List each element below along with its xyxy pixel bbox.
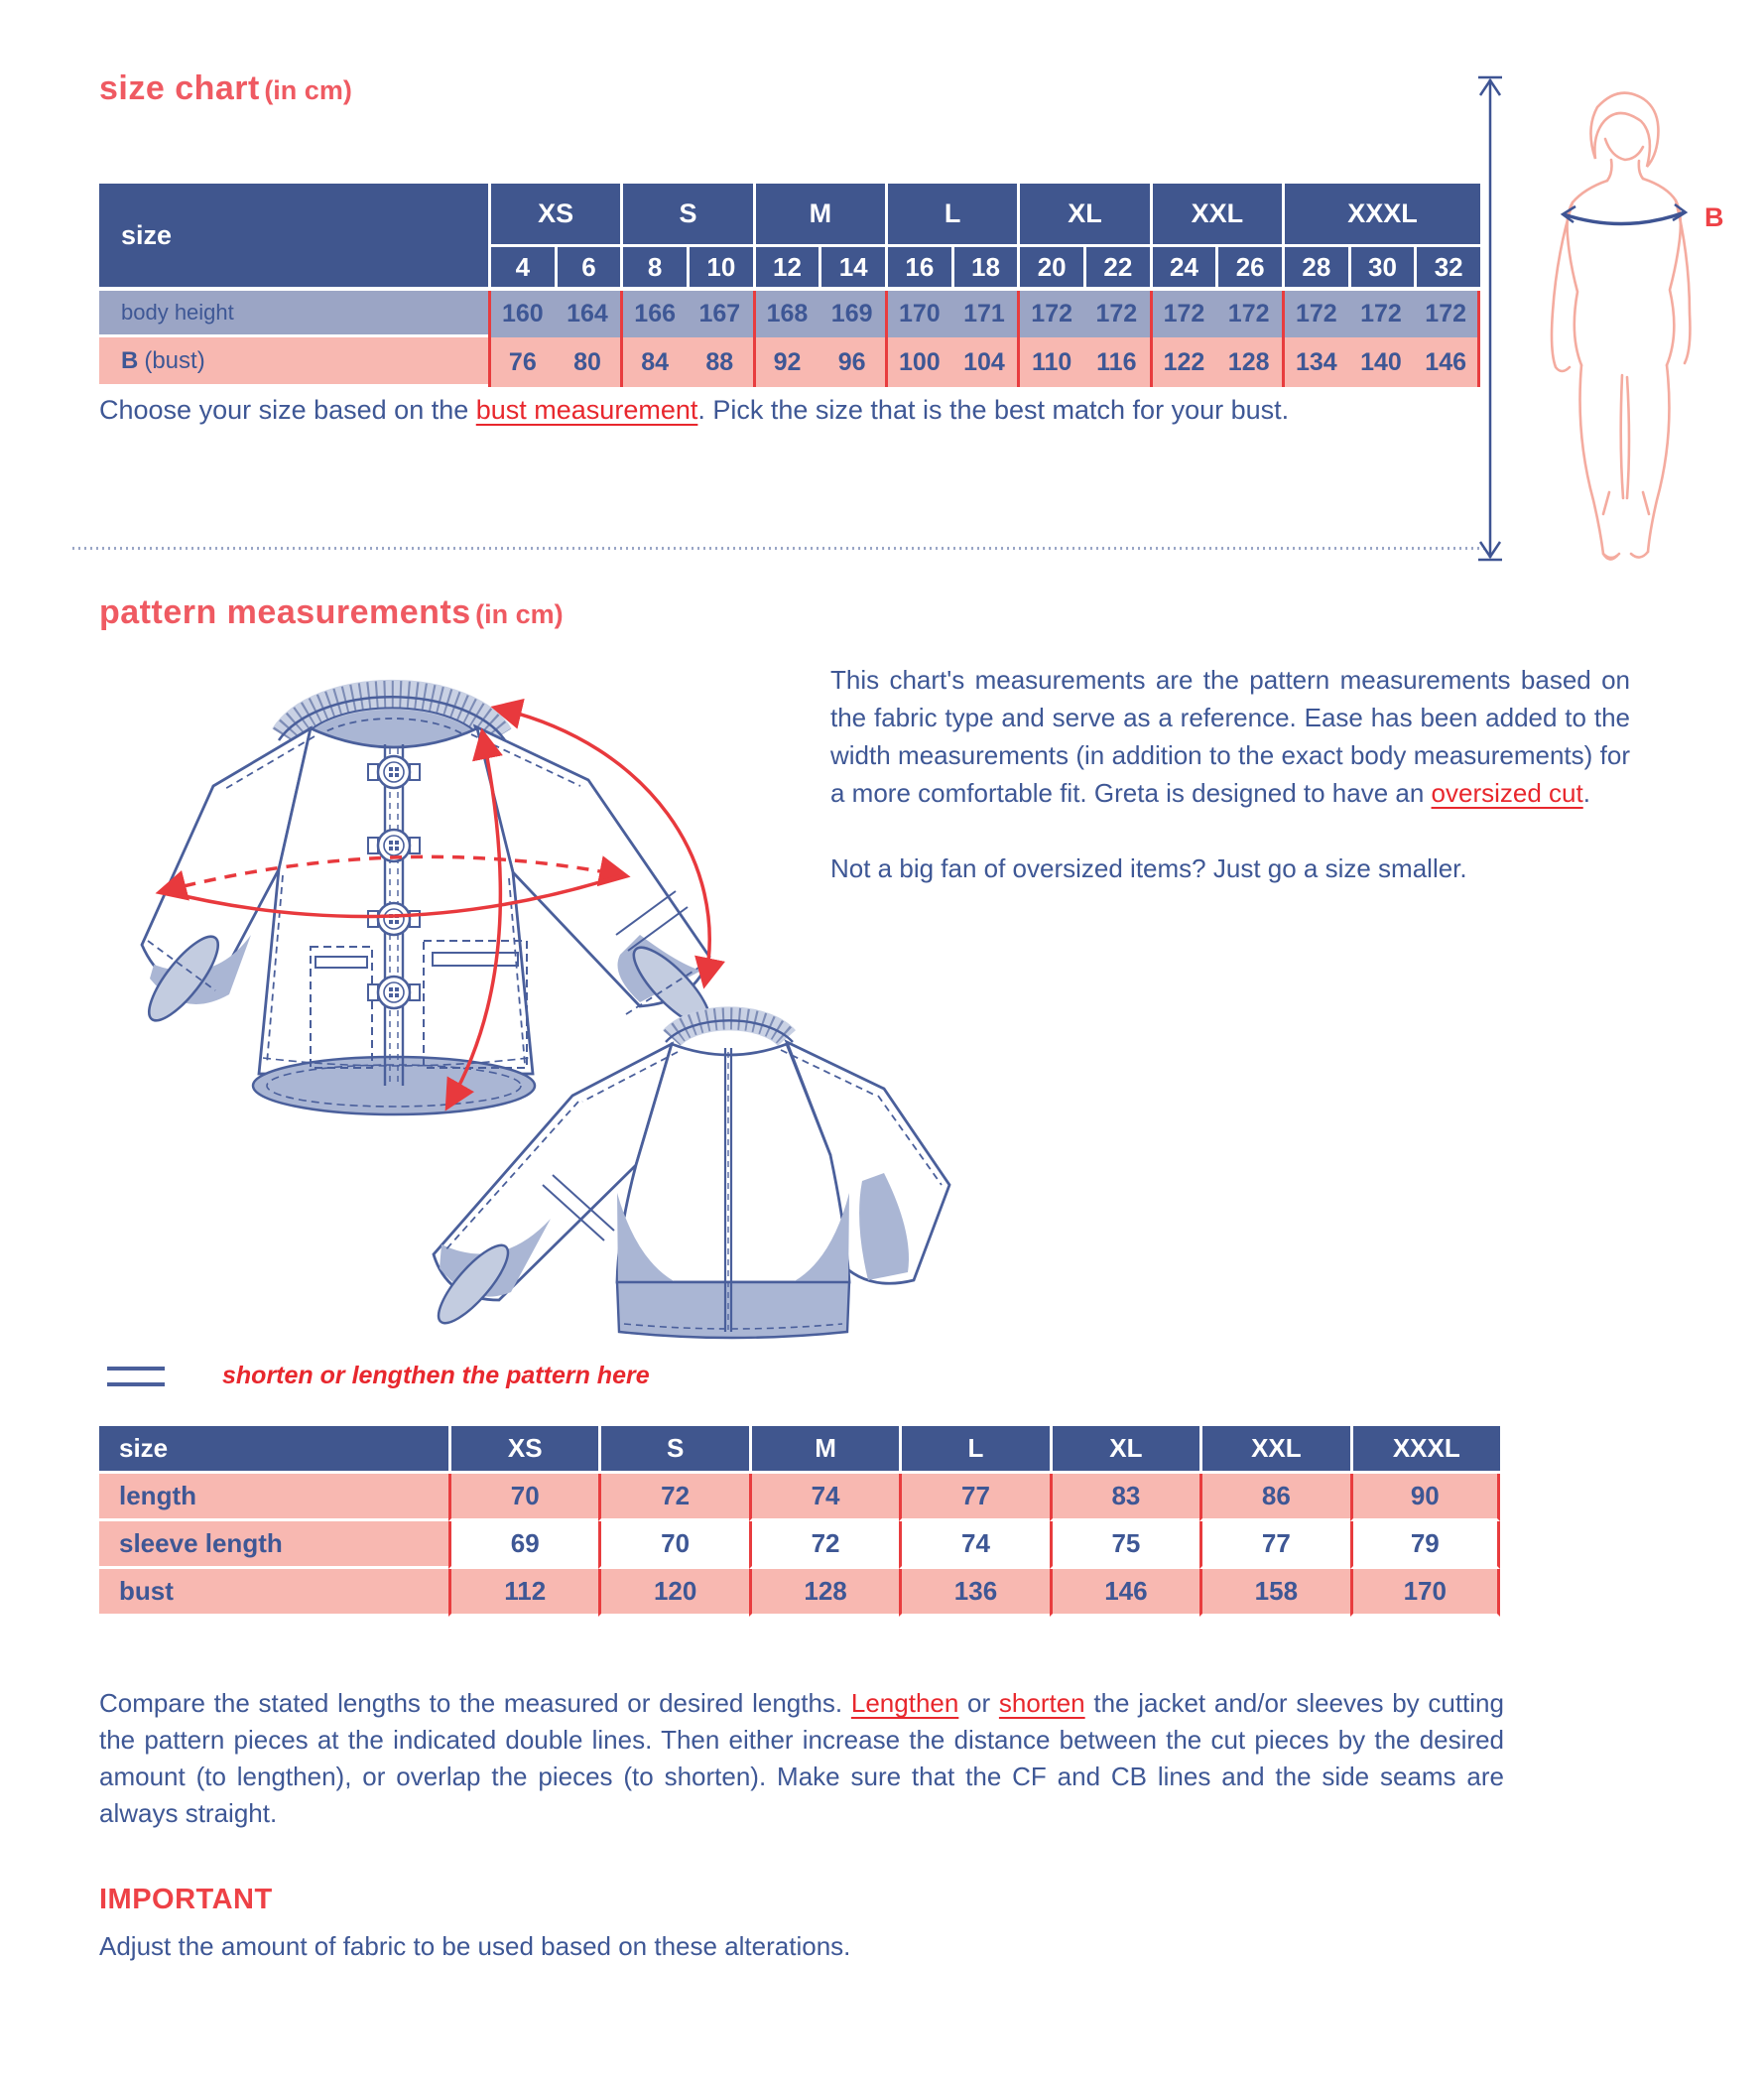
pattern-description — [830, 661, 1630, 887]
table-cell: 72 — [598, 1474, 748, 1521]
table-cell: 116 — [1083, 337, 1150, 387]
table-cell: 10 — [687, 247, 753, 291]
table-cell: 172 — [1017, 291, 1083, 337]
table-cell: 172 — [1215, 291, 1282, 337]
size-note: Choose your size based on the bust measurement. Pick the size that is the best match for your bust. — [99, 395, 1290, 425]
table-cell: 70 — [448, 1474, 598, 1521]
table-cell: 4 — [488, 247, 555, 291]
table-cell: 20 — [1017, 247, 1083, 291]
table-cell: 83 — [1050, 1474, 1199, 1521]
pattern-measurements-table — [99, 1426, 1500, 1617]
table-cell: 30 — [1348, 247, 1415, 291]
important-heading: IMPORTANT — [99, 1884, 273, 1915]
table-cell: 70 — [598, 1521, 748, 1569]
table-cell: XS — [488, 184, 620, 247]
table-cell: 16 — [885, 247, 951, 291]
table-cell: 112 — [448, 1569, 598, 1617]
table-cell: 76 — [488, 337, 555, 387]
table-cell: body height — [99, 291, 488, 337]
table-cell: 14 — [819, 247, 885, 291]
table-cell: M — [753, 184, 885, 247]
table-cell: S — [620, 184, 752, 247]
size-smaller-note: Not a big fan of oversized items? Just go a size smaller. — [830, 853, 1467, 883]
jacket-front-view — [139, 695, 720, 1114]
table-cell: 110 — [1017, 337, 1083, 387]
table-cell: XS — [448, 1426, 598, 1474]
double-line-icon — [107, 1367, 165, 1386]
table-cell: 100 — [885, 337, 951, 387]
table-cell: 8 — [620, 247, 687, 291]
table-cell: 90 — [1350, 1474, 1500, 1521]
table-cell: 122 — [1150, 337, 1216, 387]
size-chart-title: size chart — [99, 69, 260, 107]
table-cell: S — [598, 1426, 748, 1474]
table-cell: 79 — [1350, 1521, 1500, 1569]
table-cell: 6 — [555, 247, 621, 291]
table-cell: 172 — [1083, 291, 1150, 337]
table-cell: 172 — [1150, 291, 1216, 337]
table-cell: 164 — [555, 291, 621, 337]
table-cell: XXXL — [1282, 184, 1480, 247]
table-cell: 160 — [488, 291, 555, 337]
table-cell: 171 — [951, 291, 1018, 337]
table-cell: 170 — [885, 291, 951, 337]
legend-text: shorten or lengthen the pattern here — [222, 1362, 650, 1389]
table-cell: 24 — [1150, 247, 1216, 291]
height-arrow-icon — [1478, 77, 1502, 560]
table-cell: B (bust) — [99, 337, 488, 387]
table-cell: 146 — [1050, 1569, 1199, 1617]
table-cell: L — [899, 1426, 1049, 1474]
table-cell: 170 — [1350, 1569, 1500, 1617]
table-cell: 74 — [899, 1521, 1049, 1569]
table-cell: 80 — [555, 337, 621, 387]
table-cell: 77 — [899, 1474, 1049, 1521]
table-cell: 168 — [753, 291, 819, 337]
table-cell: 74 — [749, 1474, 899, 1521]
table-cell: 140 — [1348, 337, 1415, 387]
table-cell: 172 — [1348, 291, 1415, 337]
table-cell: M — [749, 1426, 899, 1474]
table-cell: 86 — [1199, 1474, 1349, 1521]
pattern-measurements-heading — [99, 593, 564, 632]
table-cell: 120 — [598, 1569, 748, 1617]
table-cell: 22 — [1083, 247, 1150, 291]
table-cell: 128 — [749, 1569, 899, 1617]
table-cell: XL — [1050, 1426, 1199, 1474]
table-cell: 75 — [1050, 1521, 1199, 1569]
table-cell: 136 — [899, 1569, 1049, 1617]
important-text: Adjust the amount of fabric to be used based on these alterations. — [99, 1931, 851, 1961]
table-cell: 146 — [1414, 337, 1480, 387]
pattern-title: pattern measurements — [99, 593, 471, 631]
table-cell: XXL — [1150, 184, 1282, 247]
table-cell: 72 — [749, 1521, 899, 1569]
size-chart-table — [99, 184, 1480, 387]
pattern-paragraph: This chart's measurements are the pattern measurements based on the fabric type and serve as a reference. Ease has been added to the width measurements (in addition to the exact body measurements) for a more comfortable fit. Greta is designed to have an oversized cut. — [830, 665, 1630, 808]
table-cell: 32 — [1414, 247, 1480, 291]
table-cell: 128 — [1215, 337, 1282, 387]
table-cell: length — [99, 1474, 448, 1521]
size-chart-heading — [99, 69, 352, 108]
table-cell: 96 — [819, 337, 885, 387]
bust-line-arrow — [1563, 204, 1686, 224]
table-cell: 134 — [1282, 337, 1348, 387]
table-cell: 166 — [620, 291, 687, 337]
bust-label: B — [1704, 202, 1724, 232]
table-cell: 77 — [1199, 1521, 1349, 1569]
size-chart-title-suffix: (in cm) — [264, 75, 352, 105]
body-measurement-figure — [1460, 65, 1758, 572]
table-cell: size — [99, 184, 488, 291]
table-cell: L — [885, 184, 1017, 247]
table-cell: XXXL — [1350, 1426, 1500, 1474]
table-cell: 158 — [1199, 1569, 1349, 1617]
table-cell: 69 — [448, 1521, 598, 1569]
section-divider — [72, 547, 1489, 550]
table-cell: 172 — [1414, 291, 1480, 337]
table-cell: 104 — [951, 337, 1018, 387]
table-cell: XXL — [1199, 1426, 1349, 1474]
woman-outline-sketch — [1552, 93, 1690, 560]
table-cell: XL — [1017, 184, 1149, 247]
table-cell: 28 — [1282, 247, 1348, 291]
table-cell: bust — [99, 1569, 448, 1617]
compare-paragraph: Compare the stated lengths to the measured or desired lengths. Lengthen or shorten the jacket and/or sleeves by cutting the pattern pieces at the indicated double lines. Then either increase the distance between the cut pieces by the desired amount (to lengthen), or overlap the pieces (to shorten). Make sure that the CF and CB lines and the side seams are always straight. — [99, 1688, 1504, 1828]
pattern-title-suffix: (in cm) — [475, 599, 564, 629]
table-cell: sleeve length — [99, 1521, 448, 1569]
table-cell: 88 — [687, 337, 753, 387]
shorten-lengthen-legend — [107, 1362, 650, 1390]
table-cell: 167 — [687, 291, 753, 337]
table-cell: size — [99, 1426, 448, 1474]
table-cell: 172 — [1282, 291, 1348, 337]
table-cell: 18 — [951, 247, 1018, 291]
table-cell: 92 — [753, 337, 819, 387]
table-cell: 12 — [753, 247, 819, 291]
table-cell: 84 — [620, 337, 687, 387]
table-cell: 26 — [1215, 247, 1282, 291]
table-cell: 169 — [819, 291, 885, 337]
